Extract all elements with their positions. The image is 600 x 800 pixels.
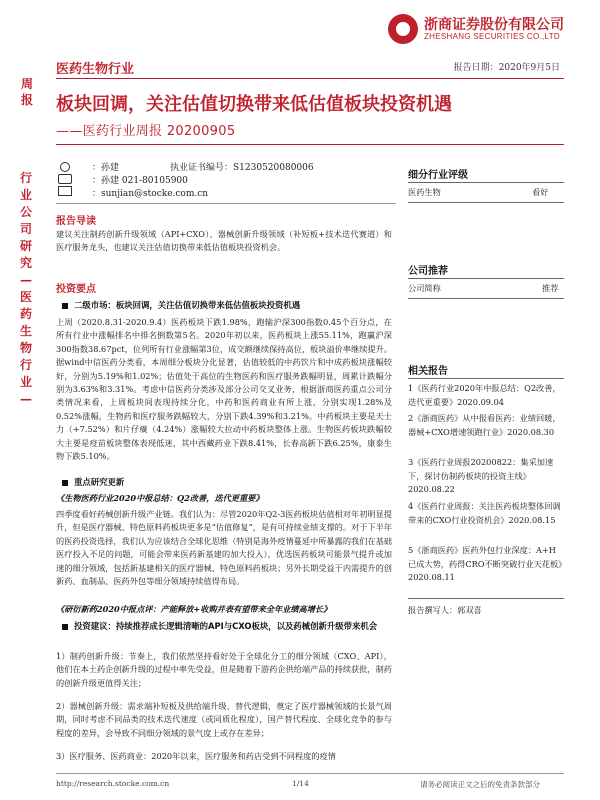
recommend-divider [408, 278, 564, 279]
research-update-2: 《研衍新药2020中报点评：产能释放+收购并表有望带来全年业绩高增长》 [56, 604, 332, 614]
analyst-email[interactable]: ：sunjian@stocke.com.cn [92, 189, 209, 199]
bullet-square-icon [62, 303, 68, 309]
recommend-company-col: 公司简称 [408, 283, 441, 293]
contact-writer: 报告撰写人：郭双喜 [408, 605, 482, 615]
mail-icon [58, 186, 72, 196]
phone-icon [58, 174, 72, 184]
related-report[interactable]: 4《医药行业周报：关注医药板块整体回调带来的CXO行业投资机会》2020.08.15 [408, 501, 561, 525]
rating-bottom-line [408, 202, 564, 203]
title-divider [56, 144, 564, 145]
points-heading: 投资要点 [56, 284, 96, 295]
header-divider [56, 78, 564, 79]
rating-sector: 医药生物 [408, 187, 441, 197]
company-logo-icon [388, 14, 418, 44]
footer-disclaimer: 请务必阅读正文之后的免责条款部分 [420, 780, 540, 789]
footer-url[interactable]: http://research.stocke.com.cn [56, 779, 170, 788]
analyst-license: 执业证书编号：S1230520080006 [170, 163, 314, 173]
bullet-3-item-2: 2）器械创新升级：需求端补短板及供给端升级、替代逻辑，奠定了医疗器械领域的长景气周期，同时考虑不同品类的技术迭代速度（或同质化程度），国产替代程度、全球化竞争的参与程度的差异，会导致不同细分领域的景气度上或存在差异； [56, 701, 392, 738]
company-name-en: ZHESHANG SECURITIES CO.,LTD [424, 32, 560, 41]
bullet-3-item-1: 1）制药创新升级：节奏上，我们依然坚持看好处于全球化分工的细分领域（CXO、API），他们在本土药企创新升级的过程中率先受益，但是随着下游药企供给端产品的持续获批，制药的创新升级更值得关注； [56, 651, 392, 688]
person-icon [60, 162, 70, 172]
company-name-cn: 浙商证券股份有限公司 [424, 17, 564, 33]
related-report[interactable]: 5《浙商医药》医药外包行业深度：A+H已成大势，药得CRO不断突破行业天花板》2020.08.11 [408, 545, 563, 583]
report-title: 板块回调，关注估值切换带来低估值板块投资机遇 [56, 94, 452, 115]
recommend-heading: 公司推荐 [408, 266, 448, 277]
bullet-1-title: 二级市场：板块回调，关注估值切换带来低估值板块投资机遇 [74, 300, 301, 310]
bullet-square-icon [62, 480, 68, 486]
bullet-1-text: 上周（2020.8.31-2020.9.4）医药板块下跌1.98%，跑输沪深300指数0.45个百分点，在所有行业中涨幅排名中排名倒数第5名。2020年初以来，医药板块上涨55.11%，跑赢沪深300指数38.67pct，位列所有行业涨幅第3位，成交额继续保持高位，板块溢价率继续提升。据wind中信医药分类看，本周细分板块分化显著，估值较低的中药饮片和中成药板块涨幅较好，分别为5.19%和1.02%；估值处于高位的生物医药和医疗服务跌幅明显，周累计跌幅分别为3.63%和3.31%。考虑中信医药分类涉及部分公司交叉业务，根据浙商医药重点公司分类情况来看，上周板块间表现持续分化，中药和医药商业有所上涨，分别实现1.28%及0.52%涨幅，生物药和医疗服务跌幅较大，分别下跌4.39%和3.21%。中药板块主要是天士力（+7.52%）和片仔癀（4.24%）涨幅较大拉动中药板块整体上涨。生物医药板块跌幅较大主要是疫苗板块整体表现低迷，其中西藏药业下跌8.41%，长春高新下跌6.25%，康泰生物下跌5.10%。 [56, 317, 392, 462]
report-subtitle: ——医药行业周报 20200905 [56, 124, 236, 139]
bullet-3-item-3: 3）医疗服务、医药商业：2020年以来，医疗服务和药店受到不同程度的疫情 [56, 751, 336, 761]
analyst-name: ：孙建 [92, 163, 120, 173]
page-number: 1/14 [292, 779, 309, 788]
guide-heading: 报告导读 [56, 216, 96, 227]
bullet-square-icon [62, 624, 68, 630]
bullet-2-heading [62, 476, 124, 488]
related-divider [408, 378, 564, 379]
related-bottom-line [408, 598, 564, 599]
analyst-phone: ：孙建 021-80105900 [92, 176, 188, 186]
related-report[interactable]: 1《医药行业2020年中报总结：Q2改善，迭代更重要》2020.09.04 [408, 383, 561, 407]
footer-divider [56, 773, 564, 774]
rating-divider [408, 182, 564, 183]
recommend-bottom-line [408, 298, 564, 299]
guide-text: 建议关注制药创新升级领域（API+CXO）、器械创新升级领域（补短板+技术迭代赛道）和医疗服务龙头，也建议关注估值切换带来低估值板块投资机会。 [56, 229, 392, 253]
research-update-1: 《生物医药行业2020中报总结：Q2改善，迭代更重要》 [56, 493, 264, 503]
rating-heading: 细分行业评级 [408, 170, 468, 181]
related-report[interactable]: 2《浙商医药》从中报看医药：业绩回暖，器械+CXO增速领跑行业》2020.08.30 [408, 413, 561, 437]
bullet-1-heading [62, 299, 398, 311]
bullet-3-heading [62, 620, 398, 633]
weekly-label: 周报 [21, 77, 34, 107]
analyst-divider [56, 203, 396, 204]
report-date: 报告日期：2020年9月5日 [453, 63, 560, 73]
research-update-1-text: 四季度看好药械创新升级产业链。我们认为：尽管2020年Q2-3医药板块估值相对年初明显提升，但是医疗器械、特色原料药板块更多是“估值修复”，是有可持续业绩支撑的。对于下半年的医药投资选择，我们认为应该结合全球化思维（特别是海外疫情蔓延中所暴露的我们在基础医疗投入不足的问题，可能会带来医药新基建的加大投入），优选医药板块可能景气提升或加速的细分领域，包括新基建相关的医疗器械、特色原料药板块；另外长期受益于内需提升的创新药、血制品、医药外包等细分领域持续值得布局。 [56, 509, 392, 587]
related-report[interactable]: 3《医药行业周报20200822：集采加速下，探讨仿制药板块的投资主线》2020.08.22 [408, 457, 554, 495]
industry-label: 医药生物行业 [56, 62, 135, 77]
bullet-2-title: 重点研究更新 [74, 477, 125, 487]
rating-value: 看好 [532, 187, 549, 197]
related-heading: 相关报告 [408, 366, 448, 377]
side-category: 行业公司研究—医药生物行业— [19, 171, 32, 406]
bullet-3-title: 投资建议：持续推荐成长逻辑清晰的API与CXO板块，以及药械创新升级带来机会 [74, 621, 378, 631]
recommend-col: 推荐 [542, 283, 559, 293]
